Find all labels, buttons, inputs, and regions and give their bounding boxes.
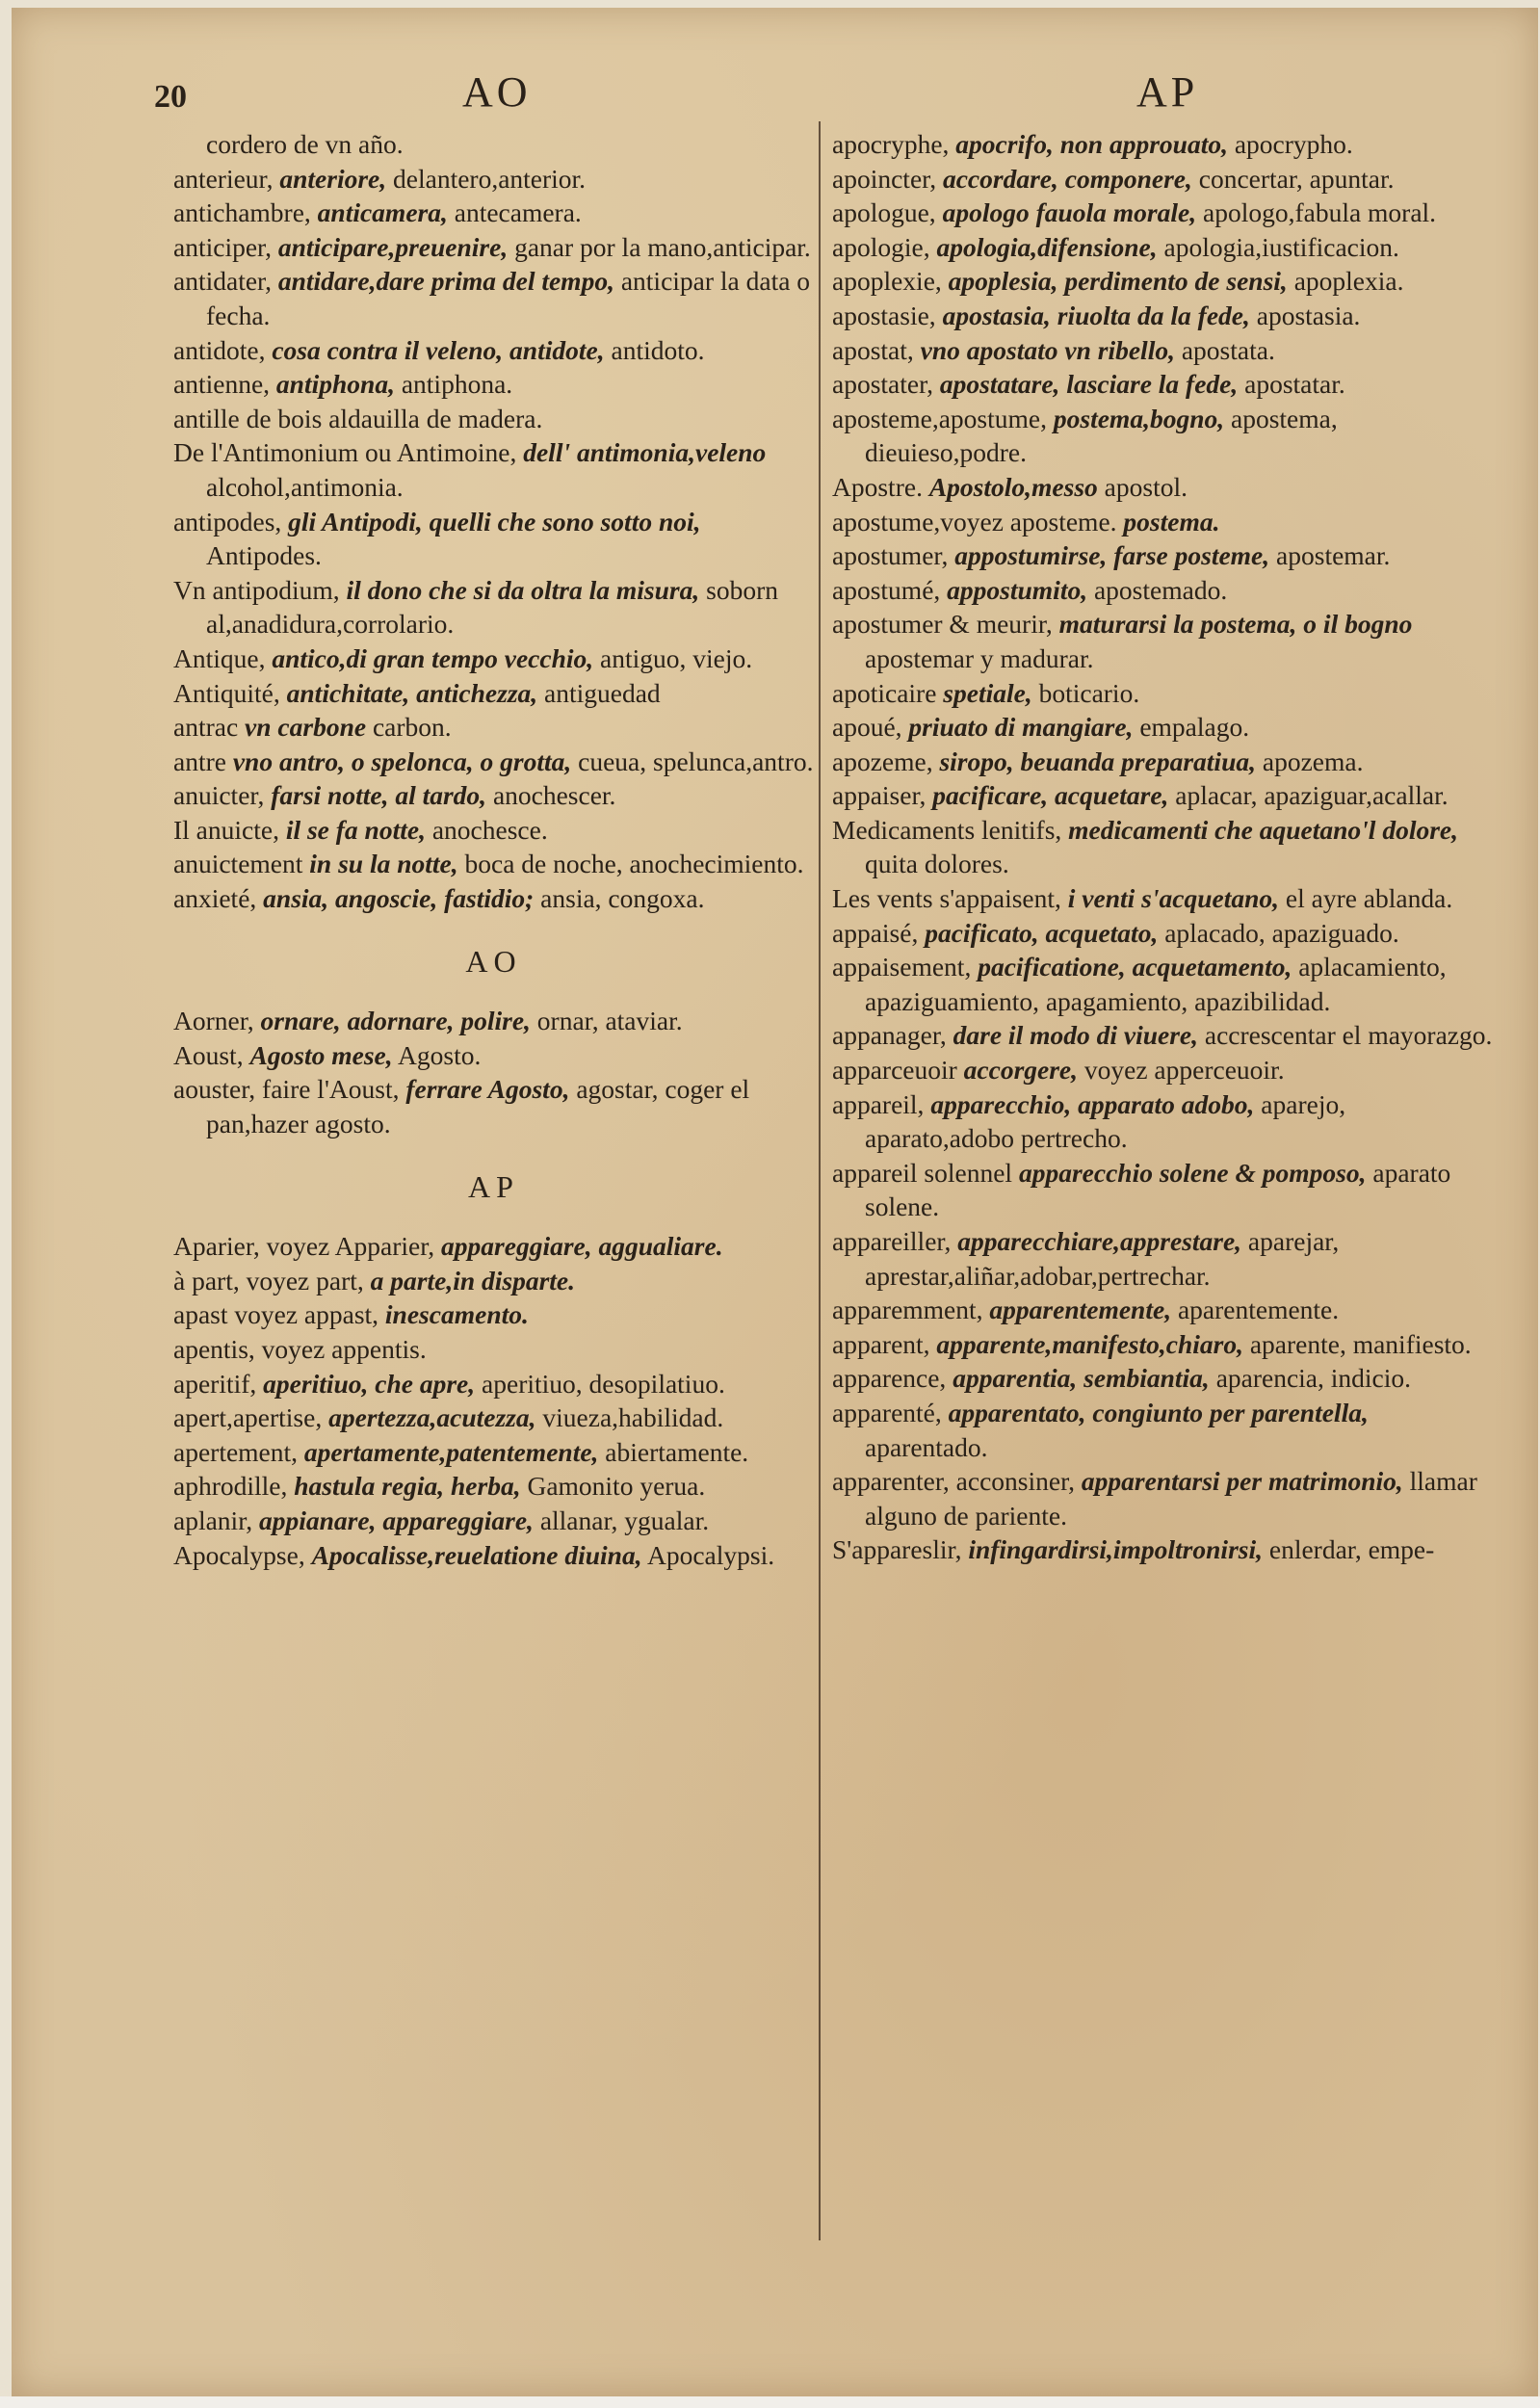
entry-italian: appianare, appareggiare,: [259, 1505, 534, 1535]
entry-spanish: boticario.: [1038, 677, 1140, 708]
entry-italian: appareggiare, aggualiare.: [441, 1231, 723, 1262]
dictionary-entry: [832, 813, 1495, 881]
dictionary-entry: [173, 813, 814, 848]
dictionary-entry: [832, 710, 1495, 745]
entry-spanish: agostar, coger el pan,hazer agosto.: [206, 1074, 750, 1139]
dictionary-entry: [832, 607, 1495, 675]
entry-french: cordero de vn año.: [206, 129, 404, 159]
entry-french: anuicter,: [173, 780, 265, 811]
entry-italian: pacificare, acquetare,: [932, 780, 1169, 811]
entry-italian: infingardirsi,impoltronirsi,: [968, 1534, 1263, 1565]
entry-spanish: cueua, spelunca,antro.: [578, 746, 814, 776]
entry-spanish: antecamera.: [454, 197, 582, 228]
entry-spanish: apostemar.: [1276, 540, 1391, 571]
entry-french: apocryphe,: [832, 129, 950, 159]
entry-french: à part, voyez part,: [173, 1265, 364, 1296]
dictionary-entry: [832, 230, 1495, 265]
entry-french: apentis, voyez appentis.: [173, 1334, 427, 1364]
dictionary-entry: [173, 1469, 814, 1504]
entry-spanish: apoplexia.: [1293, 266, 1404, 297]
entry-french: antichambre,: [173, 197, 311, 228]
entry-french: apostumer,: [832, 540, 949, 571]
entry-italian: antico,di gran tempo vecchio,: [272, 642, 594, 673]
dictionary-entry: [832, 676, 1495, 711]
entry-spanish: viueza,habilidad.: [542, 1402, 724, 1433]
entry-spanish: ornar, ataviar.: [536, 1006, 683, 1036]
dictionary-entry: [173, 333, 814, 368]
dictionary-entry: [832, 367, 1495, 402]
entry-spanish: aplacar, apaziguar,acallar.: [1175, 780, 1449, 811]
entry-french: apoticaire: [832, 677, 937, 708]
entry-italian: vn carbone: [245, 712, 367, 743]
dictionary-entry: [832, 1327, 1495, 1362]
entry-french: antienne,: [173, 369, 271, 400]
entry-italian: medicamenti che aquetano'l dolore,: [1068, 814, 1458, 845]
entry-spanish: apologo,fabula moral.: [1202, 197, 1437, 228]
dictionary-entry: [832, 1224, 1495, 1293]
dictionary-entry: [173, 710, 814, 745]
entry-italian: accordare, componere,: [942, 163, 1192, 194]
dictionary-entry: [832, 745, 1495, 779]
entry-french: apoué,: [832, 712, 902, 743]
entry-french: antrac: [173, 712, 239, 743]
scan-bottom-edge: [0, 2396, 1540, 2408]
entry-spanish: anticipar la data o fecha.: [206, 266, 811, 330]
dictionary-entry: [832, 264, 1495, 299]
entry-french: appareil solennel: [832, 1157, 1013, 1188]
dictionary-entry: [832, 778, 1495, 813]
dictionary-entry: [173, 402, 814, 436]
entry-spanish: aparejo, aparato,adobo pertrecho.: [865, 1088, 1346, 1154]
entry-italian: dell' antimonia,veleno: [523, 437, 767, 468]
right-column: [832, 127, 1495, 1567]
dictionary-entry: [832, 916, 1495, 951]
entry-spanish: Gamonito yerua.: [527, 1471, 706, 1502]
entry-spanish: apostol.: [1104, 471, 1188, 502]
dictionary-entry: [832, 1396, 1495, 1464]
entry-italian: anticipare,preuenire,: [277, 231, 509, 262]
dictionary-entry: [173, 745, 814, 779]
dictionary-entry: [832, 299, 1495, 333]
entry-italian: apoplesia, perdimento de sensi,: [948, 266, 1288, 297]
entry-french: Antiquité,: [173, 677, 280, 708]
dictionary-entry: [173, 196, 814, 230]
entry-french: aperitif,: [173, 1368, 257, 1399]
entry-spanish: aplacamiento, apaziguamiento, apagamiento, apazibilidad.: [865, 952, 1447, 1016]
dictionary-entry: [173, 1072, 814, 1140]
entry-spanish: aparencia, indicio.: [1215, 1363, 1412, 1394]
entry-italian: apparentato, congiunto per parentella,: [948, 1397, 1369, 1427]
entry-french: antille de bois aldauilla de madera.: [173, 403, 543, 433]
entry-spanish: el ayre ablanda.: [1285, 883, 1453, 914]
entry-italian: vno antro, o spelonca, o grotta,: [232, 746, 572, 776]
entry-italian: ansia, angoscie, fastidio;: [263, 883, 535, 914]
ap-entries: [173, 1229, 814, 1572]
entry-italian: apparentemente,: [989, 1295, 1172, 1325]
dictionary-entry: [173, 1038, 814, 1073]
entry-french: aphrodille,: [173, 1471, 288, 1502]
dictionary-entry: [832, 196, 1495, 230]
entry-spanish: llamar alguno de pariente.: [865, 1466, 1477, 1531]
entry-italian: anticamera,: [317, 197, 448, 228]
entry-spanish: delantero,anterior.: [393, 163, 587, 194]
entry-spanish: aparente, manifiesto.: [1249, 1328, 1472, 1359]
entry-italian: pacificatione, acquetamento,: [978, 952, 1292, 982]
right-entries: [832, 127, 1495, 1567]
entry-french: appareiller,: [832, 1226, 952, 1256]
entry-french: antipodes,: [173, 506, 282, 537]
entry-french: apast voyez appast,: [173, 1299, 379, 1330]
dictionary-entry: [173, 1297, 814, 1332]
entry-spanish: soborn al,anadidura,corrolario.: [206, 574, 778, 640]
entry-french: apologie,: [832, 231, 930, 262]
entry-french: apoplexie,: [832, 266, 942, 297]
entry-french: De l'Antimonium ou Antimoine,: [173, 437, 517, 468]
entry-italian: inescamento.: [384, 1299, 529, 1330]
entry-spanish: aparejar, aprestar,aliñar,adobar,pertrechar.: [865, 1226, 1340, 1291]
entry-italian: postema.: [1123, 506, 1220, 537]
entry-spanish: antiguo, viejo.: [600, 642, 753, 673]
entry-french: apparenté,: [832, 1397, 942, 1427]
entry-italian: apostatare, lasciare la fede,: [939, 369, 1239, 400]
entry-french: Vn antipodium,: [173, 574, 340, 605]
entry-french: anxieté,: [173, 883, 257, 914]
entry-french: apertement,: [173, 1436, 299, 1467]
entry-french: aposteme,apostume,: [832, 403, 1047, 433]
dictionary-entry: [173, 641, 814, 676]
dictionary-entry: [173, 1332, 814, 1367]
entry-spanish: antiguedad: [544, 677, 661, 708]
entry-french: apostasie,: [832, 300, 936, 330]
entry-spanish: aplacado, apaziguado.: [1164, 917, 1399, 948]
entry-french: apparence,: [832, 1363, 947, 1394]
entry-french: apostumer & meurir,: [832, 609, 1053, 640]
entry-italian: cosa contra il veleno, antidote,: [272, 334, 605, 365]
dictionary-entry: [832, 505, 1495, 539]
entry-spanish: aparentado.: [865, 1431, 988, 1462]
entry-italian: hastula regia, herba,: [294, 1471, 521, 1502]
entry-spanish: Apocalypsi.: [646, 1539, 775, 1570]
entry-french: Apocalypse,: [173, 1539, 305, 1570]
entry-spanish: apocrypho.: [1234, 129, 1353, 159]
entry-spanish: apozema.: [1262, 746, 1364, 776]
entry-italian: apparentarsi per matrimonio,: [1081, 1466, 1403, 1497]
entry-spanish: aparentemente.: [1177, 1295, 1340, 1325]
entry-italian: Apocalisse,reuelatione diuina,: [311, 1539, 642, 1570]
entry-french: apostumé,: [832, 574, 941, 605]
dictionary-entry: [832, 470, 1495, 505]
left-entries: [173, 127, 814, 916]
entry-spanish: apologia,iustificacion.: [1163, 231, 1399, 262]
entry-italian: il se fa notte,: [285, 814, 426, 845]
entry-french: Aparier, voyez Apparier,: [173, 1231, 435, 1262]
entry-italian: apparentia, sembiantia,: [953, 1363, 1210, 1394]
entry-french: Aorner,: [173, 1006, 254, 1036]
dictionary-entry: [173, 1504, 814, 1538]
entry-italian: appostumito,: [947, 574, 1088, 605]
entry-french: Il anuicte,: [173, 814, 279, 845]
dictionary-entry: [832, 1464, 1495, 1532]
entry-french: Antique,: [173, 642, 266, 673]
dictionary-entry: [173, 1229, 814, 1264]
entry-italian: apostasia, riuolta da la fede,: [942, 300, 1250, 330]
entry-french: Medicaments lenitifs,: [832, 814, 1062, 845]
entry-french: apostat,: [832, 334, 914, 365]
entry-spanish: abiertamente.: [605, 1436, 749, 1467]
section-heading-ap: AP: [468, 1168, 519, 1204]
page-number: 20: [154, 79, 187, 115]
dictionary-entry: [173, 367, 814, 402]
dictionary-entry: [173, 162, 814, 196]
entry-spanish: accrescentar el mayorazgo.: [1204, 1020, 1493, 1051]
entry-french: apologue,: [832, 197, 936, 228]
entry-italian: farsi notte, al tardo,: [271, 780, 487, 811]
entry-spanish: voyez apperceuoir.: [1083, 1055, 1285, 1086]
entry-spanish: allanar, ygualar.: [539, 1505, 710, 1535]
dictionary-entry: [832, 333, 1495, 368]
entry-spanish: Agosto.: [398, 1039, 482, 1070]
entry-french: anuictement: [173, 849, 303, 879]
running-head-right: AP: [1136, 68, 1199, 116]
entry-italian: maturarsi la postema, o il bogno: [1058, 609, 1413, 640]
entry-spanish: apostasia.: [1256, 300, 1361, 330]
dictionary-entry: [173, 676, 814, 711]
dictionary-entry: [173, 1004, 814, 1038]
entry-spanish: alcohol,antimonia.: [206, 471, 404, 502]
entry-italian: Agosto mese,: [249, 1039, 393, 1070]
entry-italian: in su la notte,: [309, 849, 458, 879]
dictionary-entry: [832, 1156, 1495, 1224]
dictionary-entry: [173, 505, 814, 573]
entry-spanish: apostema, dieuieso,podre.: [865, 403, 1338, 468]
entry-italian: Apostolo,messo: [928, 471, 1098, 502]
dictionary-entry: [832, 573, 1495, 608]
entry-french: antre: [173, 746, 226, 776]
dictionary-entry: [832, 1532, 1495, 1567]
dictionary-entry: [173, 881, 814, 916]
dictionary-entry: [832, 1087, 1495, 1156]
entry-italian: spetiale,: [943, 677, 1032, 708]
dictionary-entry: [173, 264, 814, 332]
running-head-left: AO: [462, 68, 532, 116]
entry-french: anterieur,: [173, 163, 274, 194]
entry-french: apparceuoir: [832, 1055, 957, 1086]
column-rule: [819, 121, 821, 2240]
entry-italian: gli Antipodi, quelli che sono sotto noi,: [288, 506, 701, 537]
entry-spanish: antidoto.: [611, 334, 705, 365]
dictionary-entry: [173, 778, 814, 813]
book-page: [12, 8, 1538, 2396]
entry-spanish: anochescer.: [492, 780, 616, 811]
entry-french: S'appareslir,: [832, 1534, 962, 1565]
entry-italian: apparecchio, apparato adobo,: [930, 1088, 1255, 1119]
entry-spanish: apostata.: [1181, 334, 1275, 365]
entry-italian: i venti s'acquetano,: [1067, 883, 1280, 914]
entry-spanish: enlerdar, empe-: [1268, 1534, 1435, 1565]
entry-spanish: Antipodes.: [206, 540, 322, 571]
entry-french: Apostre.: [832, 471, 923, 502]
entry-french: apoincter,: [832, 163, 937, 194]
entry-french: apozeme,: [832, 746, 933, 776]
entry-french: apparemment,: [832, 1295, 983, 1325]
entry-italian: apologo fauola morale,: [942, 197, 1197, 228]
entry-french: appanager,: [832, 1020, 947, 1051]
entry-french: Les vents s'appaisent,: [832, 883, 1061, 914]
entry-italian: siropo, beuanda preparatiua,: [939, 746, 1256, 776]
section-heading-ao: AO: [465, 943, 522, 979]
dictionary-entry: [832, 1293, 1495, 1327]
entry-italian: priuato di mangiare,: [908, 712, 1134, 743]
dictionary-entry: [173, 847, 814, 881]
entry-french: appaiser,: [832, 780, 927, 811]
entry-spanish: apostemar y madurar.: [865, 642, 1094, 673]
entry-french: apert,apertise,: [173, 1402, 323, 1433]
entry-spanish: concertar, apuntar.: [1198, 163, 1395, 194]
dictionary-entry: [173, 435, 814, 504]
entry-french: appaisé,: [832, 917, 919, 948]
entry-spanish: empalago.: [1139, 712, 1250, 743]
entry-italian: a parte,in disparte.: [370, 1265, 576, 1296]
dictionary-entry: [832, 1361, 1495, 1396]
entry-italian: vno apostato vn ribello,: [920, 334, 1175, 365]
entry-italian: il dono che si da oltra la misura,: [346, 574, 700, 605]
dictionary-entry: [173, 573, 814, 641]
dictionary-entry: [832, 127, 1495, 162]
entry-spanish: apostatar.: [1244, 369, 1345, 400]
entry-french: appaisement,: [832, 952, 972, 982]
dictionary-entry: [173, 1264, 814, 1298]
entry-italian: apertezza,acutezza,: [328, 1402, 536, 1433]
dictionary-entry: [173, 1400, 814, 1435]
entry-italian: antiphona,: [275, 369, 395, 400]
entry-spanish: ansia, congoxa.: [540, 883, 705, 914]
entry-french: antidote,: [173, 334, 266, 365]
entry-italian: pacificato, acquetato,: [925, 917, 1159, 948]
dictionary-entry: [832, 1053, 1495, 1087]
entry-french: Aoust,: [173, 1039, 244, 1070]
entry-french: apostume,voyez aposteme.: [832, 506, 1117, 537]
entry-italian: apertamente,patentemente,: [303, 1436, 599, 1467]
dictionary-entry: [173, 230, 814, 265]
entry-italian: postema,bogno,: [1053, 403, 1225, 433]
entry-french: appareil,: [832, 1088, 925, 1119]
entry-french: aplanir,: [173, 1505, 253, 1535]
dictionary-entry: [173, 127, 814, 162]
dictionary-entry: [832, 881, 1495, 916]
dictionary-entry: [832, 402, 1495, 470]
entry-spanish: quita dolores.: [865, 849, 1009, 879]
entry-french: apparent,: [832, 1328, 930, 1359]
dictionary-entry: [173, 1435, 814, 1470]
entry-italian: antichitate, antichezza,: [286, 677, 538, 708]
entry-italian: ferrare Agosto,: [405, 1074, 570, 1105]
dictionary-entry: [832, 538, 1495, 573]
entry-italian: apparecchiare,apprestare,: [957, 1226, 1242, 1256]
entry-italian: antidare,dare prima del tempo,: [277, 266, 614, 297]
entry-french: aouster, faire l'Aoust,: [173, 1074, 400, 1105]
entry-spanish: boca de noche, anochecimiento.: [464, 849, 804, 879]
entry-spanish: ganar por la mano,anticipar.: [514, 231, 811, 262]
entry-spanish: antiphona.: [401, 369, 513, 400]
entry-french: antidater,: [173, 266, 272, 297]
entry-french: anticiper,: [173, 231, 272, 262]
entry-spanish: aperitiuo, desopilatiuo.: [482, 1368, 725, 1399]
entry-french: apparenter, acconsiner,: [832, 1466, 1076, 1497]
entry-italian: aperitiuo, che apre,: [263, 1368, 476, 1399]
entry-french: apostater,: [832, 369, 934, 400]
entry-italian: apparente,manifesto,chiaro,: [936, 1328, 1243, 1359]
dictionary-entry: [173, 1538, 814, 1573]
entry-spanish: aparato solene.: [865, 1157, 1451, 1222]
ao-entries: [173, 1004, 814, 1140]
dictionary-entry: [832, 950, 1495, 1018]
entry-italian: ornare, adornare, polire,: [260, 1006, 531, 1036]
entry-italian: accorgere,: [963, 1055, 1079, 1086]
dictionary-entry: [173, 1367, 814, 1401]
entry-italian: apologia,difensione,: [936, 231, 1158, 262]
entry-italian: appostumirse, farse posteme,: [954, 540, 1270, 571]
entry-spanish: apostemado.: [1093, 574, 1228, 605]
entry-italian: apocrifo, non approuato,: [955, 129, 1228, 159]
entry-spanish: anochesce.: [431, 814, 548, 845]
entry-italian: apparecchio solene & pomposo,: [1018, 1157, 1367, 1188]
entry-spanish: carbon.: [372, 712, 452, 743]
dictionary-entry: [832, 162, 1495, 196]
entry-italian: anteriore,: [279, 163, 387, 194]
left-column: [173, 127, 814, 1572]
entry-italian: dare il modo di viuere,: [953, 1020, 1198, 1051]
dictionary-entry: [832, 1018, 1495, 1053]
